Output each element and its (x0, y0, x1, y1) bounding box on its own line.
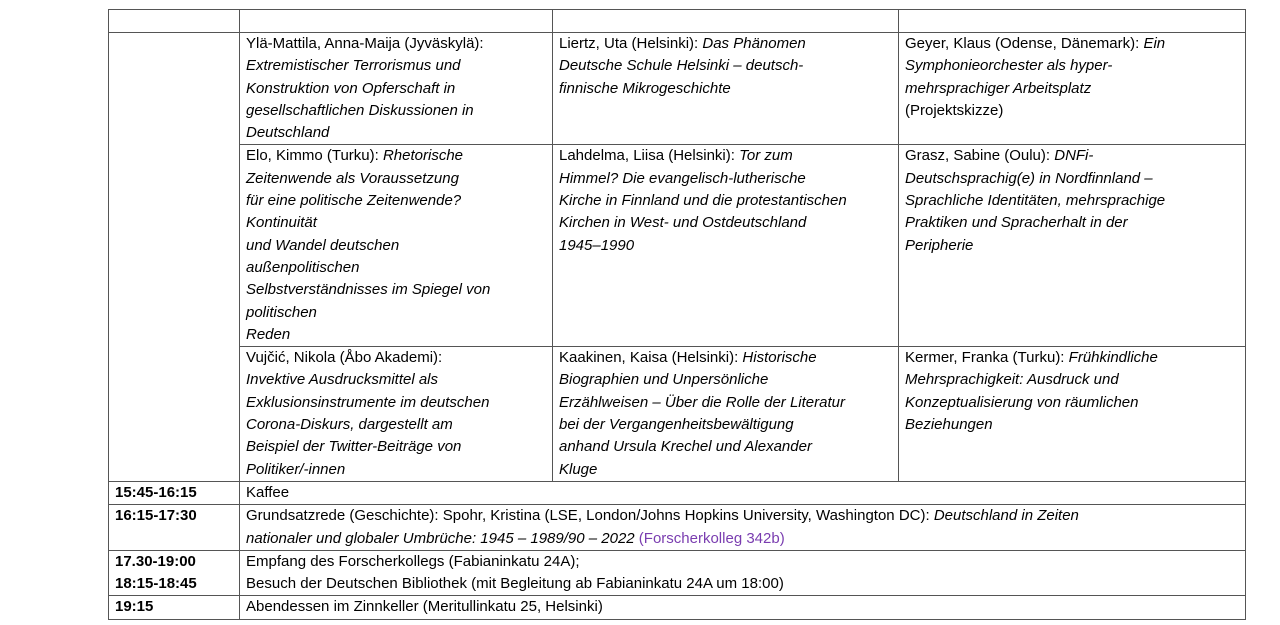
time-cell: 15:45-16:15 (109, 481, 240, 504)
talk-cell (553, 33, 899, 145)
time-line: 18:15-18:45 (115, 575, 197, 593)
blank-cell (240, 10, 553, 33)
talk-cell (553, 145, 899, 347)
blank-cell (109, 10, 240, 33)
talk-title: Rhetorische Zeitenwende als Voraussetzung für eine politische Zeitenwende? Kontinuität und Wandel deutschen außenpolitischen Selbstverständnisses im Spiegel von politischen Reden (246, 147, 491, 343)
keynote-cell (240, 505, 1246, 551)
time-cell-empty (109, 33, 240, 482)
talk-title: Invektive Ausdrucksmittel als Exklusionsinstrumente im deutschen Corona-Diskurs, dargestellt am Beispiel der Twitter-Beiträge von Politiker/-innen (246, 371, 490, 478)
talk-author: Lahdelma, Liisa (Helsinki): (559, 147, 740, 165)
talk-title: Ein Symphonieorchester als hyper- mehrsprachiger Arbeitsplatz (905, 35, 1166, 97)
session-row-3 (109, 347, 1246, 482)
talk-author: Grasz, Sabine (Oulu): (905, 147, 1055, 165)
talk-author: Elo, Kimmo (Turku): (246, 147, 383, 165)
session-row-2 (109, 145, 1246, 347)
talk-cell (899, 347, 1246, 482)
event-text: Kaffee (240, 481, 1246, 504)
programme-table (108, 9, 1246, 620)
time-cell: 16:15-17:30 (109, 505, 240, 551)
time-cell: 19:15 (109, 596, 240, 619)
header-blank-row (109, 10, 1246, 33)
time-cell (109, 550, 240, 596)
keynote-row (109, 505, 1246, 551)
talk-title: Tor zum Himmel? Die evangelisch-lutherische Kirche in Finnland und die protestantischen Kirchen in West- und Ostdeutschland 1945–1990 (559, 147, 847, 254)
keynote-speaker: Grundsatzrede (Geschichte): Spohr, Kristina (LSE, London/Johns Hopkins University, Washington DC): (246, 507, 934, 525)
talk-author: Kermer, Franka (Turku): (905, 349, 1069, 367)
talk-author: Kaakinen, Kaisa (Helsinki): (559, 349, 743, 367)
talk-note: (Projektskizze) (905, 101, 1004, 119)
dinner-row (109, 596, 1246, 619)
talk-author: Liertz, Uta (Helsinki): (559, 35, 703, 52)
talk-cell (899, 33, 1246, 145)
event-text: Abendessen im Zinnkeller (Meritullinkatu 25, Helsinki) (240, 596, 1246, 619)
talk-author: Vujčić, Nikola (Åbo Akademi): (246, 349, 443, 367)
talk-title: Extremistischer Terrorismus und Konstruktion von Opferschaft in gesellschaftlichen Diskussionen in Deutschland (246, 57, 474, 142)
keynote-title: Deutschland in Zeiten nationaler und globaler Umbrüche: 1945 – 1989/90 – 2022 (246, 507, 1079, 547)
room-link[interactable]: (Forscherkolleg 342b) (634, 529, 785, 547)
talk-cell (553, 347, 899, 482)
talk-cell (240, 33, 553, 145)
session-row-1 (109, 33, 1246, 145)
blank-cell (553, 10, 899, 33)
kaffee-row (109, 481, 1246, 504)
talk-cell (240, 347, 553, 482)
event-line: Besuch der Deutschen Bibliothek (mit Begleitung ab Fabianinkatu 24A um 18:00) (246, 575, 784, 593)
talk-title: Frühkindliche Mehrsprachigkeit: Ausdruck und Konzeptualisierung von räumlichen Beziehungen (905, 349, 1158, 434)
talk-author: Geyer, Klaus (Odense, Dänemark): (905, 35, 1144, 52)
talk-author: Ylä-Mattila, Anna-Maija (Jyväskylä): (246, 35, 484, 52)
event-line: Empfang des Forscherkollegs (Fabianinkatu 24A); (246, 552, 580, 570)
reception-row (109, 550, 1246, 596)
talk-title: Historische Biographien und Unpersönliche Erzählweisen – Über die Rolle der Literatur bei der Vergangenheitsbewältigung anhand Ursula Krechel und Alexander Kluge (559, 349, 845, 478)
reception-cell (240, 550, 1246, 596)
talk-cell (240, 145, 553, 347)
talk-title: DNFi- Deutschsprachig(e) in Nordfinnland – Sprachliche Identitäten, mehrsprachige Praktiken und Spracherhalt in der Peripherie (905, 147, 1166, 254)
time-line: 17.30-19:00 (115, 552, 196, 570)
talk-cell (899, 145, 1246, 347)
talk-title: Das Phänomen Deutsche Schule Helsinki – deutsch- finnische Mikrogeschichte (559, 35, 806, 97)
blank-cell (899, 10, 1246, 33)
